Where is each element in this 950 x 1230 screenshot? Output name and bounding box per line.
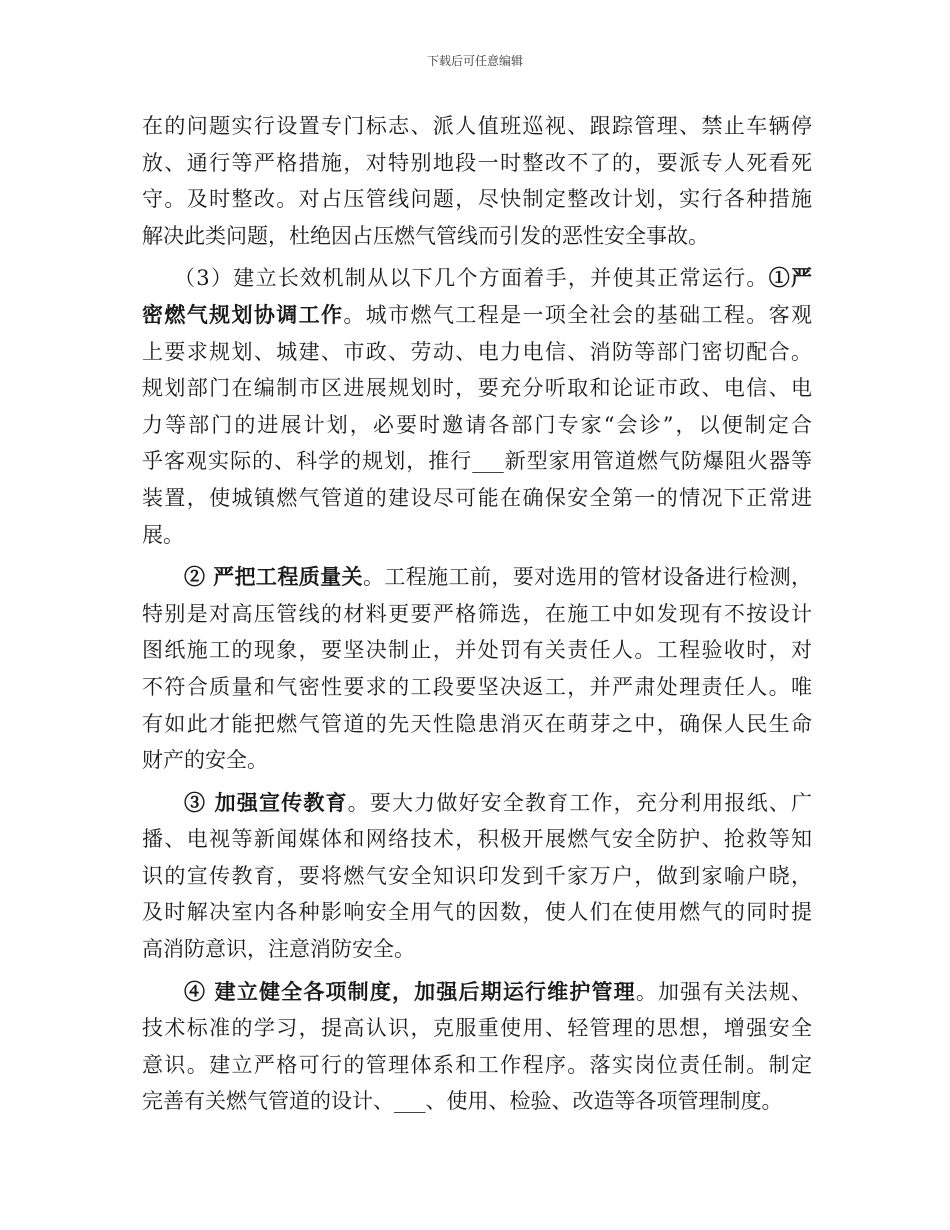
text-line: 放、通行等严格措施，对特别地段一时整改不了的，要派专人死看死 [142,150,812,175]
paragraph-3-line: 乎客观实际的、科学的规划，推行___新型家用管道燃气防爆阻火器等 [142,449,812,474]
paragraph-6-line: 技术标准的学习，提高认识，克服重使用、轻管理的思想，增强安全 [142,1016,812,1041]
item-3-heading: ③ 加强宣传教育 [184,789,348,815]
paragraph-3-line: 展。 [142,522,184,547]
paragraph-3-line [142,260,812,297]
paragraph-5-line: 播、电视等新闻媒体和网络技术，积极开展燃气安全防护、抢救等知 [142,827,812,852]
item-1-heading-b: 密燃气规划协调工作 [142,301,344,327]
paragraph-3-line: 规划部门在编制市区进展规划时，要充分听取和论证市政、电信、电 [142,376,812,401]
paragraph-4-line: 特别是对高压管线的材料更要严格筛选，在施工中如发现有不按设计 [142,601,812,626]
paragraph-5-line: ③ 加强宣传教育。要大力做好安全教育工作，充分利用报纸、广 [184,789,812,815]
paragraph-5-line: 及时解决室内各种影响安全用气的因数，使人们在使用燃气的同时提 [142,900,812,925]
item-4-heading: ④ 建立健全各项制度，加强后期运行维护管理 [184,978,636,1004]
paragraph-4-line: 财产的安全。 [142,748,268,773]
item-1-heading-a: ①严 [768,265,812,291]
page-header: 下载后可任意编辑 [426,54,523,68]
paragraph-6-line: ④ 建立健全各项制度，加强后期运行维护管理。加强有关法规、 [184,978,812,1004]
paragraph-3-line: 力等部门的进展计划，必要时邀请各部门专家“会诊”，以便制定合 [142,412,812,437]
paragraph-3-line: 上要求规划、城建、市政、劳动、电力电信、消防等部门密切配合。 [142,339,812,364]
paragraph-6-line: 意识。建立严格可行的管理体系和工作程序。落实岗位责任制。制定 [142,1052,812,1077]
paragraph-4-line: 有如此才能把燃气管道的先天性隐患消灭在萌芽之中，确保人民生命 [142,711,812,736]
paragraph-3-intro: （3）建立长效机制从以下几个方面着手，并使其正常运行。 [174,266,769,291]
document-body [142,108,812,1120]
text-line: 守。及时整改。对占压管线问题，尽快制定整改计划，实行各种措施 [142,187,812,212]
paragraph-4-line: ② 严把工程质量关。工程施工前，要对选用的管材设备进行检测， [184,564,812,590]
paragraph-4-line: 不符合质量和气密性要求的工段要坚决返工，并严肃处理责任人。唯 [142,674,812,699]
paragraph-3-line: 装置，使城镇燃气管道的建设尽可能在确保安全第一的情况下正常进 [142,485,812,510]
paragraph-3-line: 密燃气规划协调工作。城市燃气工程是一项全社会的基础工程。客观 [142,301,812,327]
text-line: 解决此类问题，杜绝因占压燃气管线而引发的恶性安全事故。 [142,223,709,248]
paragraph-4-line: 图纸施工的现象，要坚决制止，并处罚有关责任人。工程验收时，对 [142,638,812,663]
text-line: 在的问题实行设置专门标志、派人值班巡视、跟踪管理、禁止车辆停 [142,114,812,138]
item-2-heading: ② 严把工程质量关 [184,564,363,590]
paragraph-5-line: 高消防意识，注意消防安全。 [142,937,415,962]
paragraph-6-line: 完善有关燃气管道的设计、___、使用、检验、改造等各项管理制度。 [142,1089,783,1114]
paragraph-5-line: 识的宣传教育，要将燃气安全知识印发到千家万户，做到家喻户晓， [142,863,812,888]
